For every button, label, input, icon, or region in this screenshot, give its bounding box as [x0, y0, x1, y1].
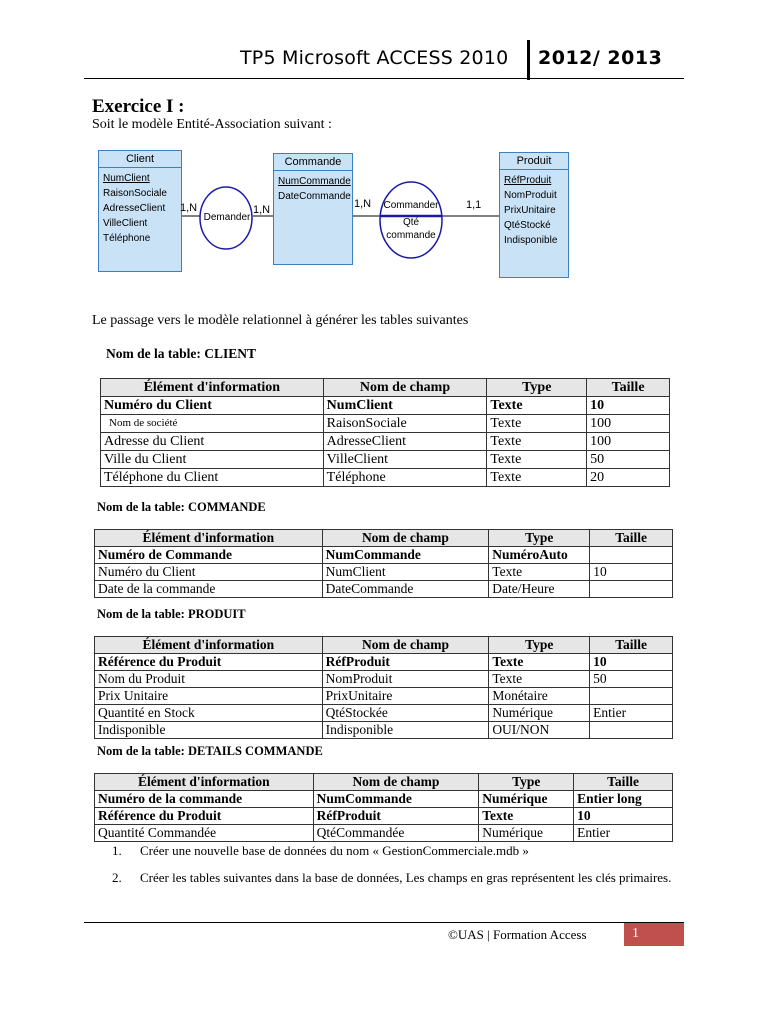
table-title-name: DETAILS COMMANDE: [187, 744, 323, 758]
produit-field: NomProduit: [504, 190, 557, 201]
table-cell: Nom du Produit: [95, 671, 323, 688]
column-header: Nom de champ: [322, 637, 489, 654]
table-cell: QtéStockée: [322, 705, 489, 722]
produit-field: PrixUnitaire: [504, 205, 556, 216]
table-cell: [590, 688, 673, 705]
header-separator: [527, 40, 530, 80]
table-title-prefix: Nom de la table:: [97, 500, 188, 514]
table-cell: OUI/NON: [489, 722, 590, 739]
table-header-row: [95, 637, 673, 654]
column-header: Nom de champ: [313, 774, 479, 791]
column-header: Type: [489, 530, 590, 547]
cardinality-label: 1,N: [253, 204, 271, 216]
table-cell: Numérique: [479, 791, 574, 808]
table-row: [95, 791, 673, 808]
table-cell: Référence du Produit: [95, 654, 323, 671]
table-cell: Entier long: [574, 791, 673, 808]
table-cell: Numéro de Commande: [95, 547, 323, 564]
entity-produit: [499, 152, 569, 278]
table-title-name: CLIENT: [204, 346, 257, 361]
table-title: [106, 346, 256, 362]
question-list: [112, 838, 682, 890]
column-header: Type: [487, 379, 587, 397]
academic-year: 2012/ 2013: [538, 47, 663, 69]
table-cell: Indisponible: [322, 722, 489, 739]
footer-text: ©UAS | Formation Access: [448, 927, 587, 942]
association-attribute: Qté: [402, 217, 420, 228]
list-number: 1.: [112, 843, 122, 858]
table-row: [101, 433, 670, 451]
table-cell: Numérique: [489, 705, 590, 722]
column-header: Type: [489, 637, 590, 654]
er-diagram: [92, 145, 592, 280]
entity-commande: [273, 153, 353, 265]
table-row: [101, 469, 670, 487]
client-field: VilleClient: [103, 218, 148, 229]
header-rule: [84, 78, 684, 79]
table-cell: VilleClient: [323, 451, 487, 469]
table-cell: Quantité Commandée: [95, 825, 314, 842]
table-row: [95, 808, 673, 825]
client-field: Téléphone: [103, 233, 151, 244]
column-header: Élément d'information: [95, 637, 323, 654]
table-cell: NomProduit: [322, 671, 489, 688]
table-cell: 10: [574, 808, 673, 825]
association-attribute: commande: [386, 230, 436, 241]
table-cell: RéfProduit: [322, 654, 489, 671]
commande-table: [94, 529, 673, 598]
table-title: [97, 744, 323, 759]
exercise-title: Exercice I :: [92, 96, 185, 117]
column-header: Type: [479, 774, 574, 791]
list-item: [112, 838, 682, 863]
table-cell: NumClient: [323, 397, 487, 415]
table-title-prefix: Nom de la table:: [106, 346, 205, 361]
column-header: Élément d'information: [95, 530, 323, 547]
column-header: Taille: [587, 379, 670, 397]
table-header-row: [95, 530, 673, 547]
exercise-intro: Soit le modèle Entité-Association suivant :: [92, 117, 332, 132]
table-cell: Référence du Produit: [95, 808, 314, 825]
table-cell: QtéCommandée: [313, 825, 479, 842]
list-number: 2.: [112, 870, 122, 885]
table-cell: Texte: [487, 397, 587, 415]
document-title: TP5 Microsoft ACCESS 2010: [240, 47, 509, 69]
table-cell: Numérique: [479, 825, 574, 842]
table-row: [95, 581, 673, 598]
table-cell: NumCommande: [313, 791, 479, 808]
table-cell: Adresse du Client: [101, 433, 324, 451]
table-cell: 10: [590, 564, 673, 581]
entity-produit-title: Produit: [500, 153, 568, 170]
table-cell: Texte: [489, 564, 590, 581]
table-row: [95, 705, 673, 722]
commande-field: NumCommande: [278, 176, 351, 187]
table-cell: NumCommande: [322, 547, 489, 564]
table-row: [95, 564, 673, 581]
table-row: [101, 451, 670, 469]
entity-client-title: Client: [99, 151, 181, 168]
column-header: Élément d'information: [101, 379, 324, 397]
table-cell: Numéro du Client: [101, 397, 324, 415]
produit-table: [94, 636, 673, 739]
commande-field: DateCommande: [278, 191, 351, 202]
table-cell: Monétaire: [489, 688, 590, 705]
column-header: Nom de champ: [322, 530, 489, 547]
table-cell: 10: [587, 397, 670, 415]
table-row: [95, 722, 673, 739]
table-cell: Texte: [487, 451, 587, 469]
table-cell: Texte: [487, 433, 587, 451]
table-cell: Ville du Client: [101, 451, 324, 469]
table-cell: Téléphone du Client: [101, 469, 324, 487]
table-cell: [590, 547, 673, 564]
table-cell: Numéro de la commande: [95, 791, 314, 808]
table-cell: Texte: [479, 808, 574, 825]
table-cell: [590, 722, 673, 739]
table-cell: Entier: [590, 705, 673, 722]
column-header: Taille: [590, 530, 673, 547]
table-cell: NuméroAuto: [489, 547, 590, 564]
footer-rule: [84, 922, 684, 923]
cardinality-label: 1,N: [354, 198, 372, 210]
column-header: Élément d'information: [95, 774, 314, 791]
table-title-prefix: Nom de la table:: [97, 607, 188, 621]
produit-field: RéfProduit: [504, 175, 552, 186]
produit-field: QtéStocké: [504, 220, 551, 231]
table-cell: Date de la commande: [95, 581, 323, 598]
table-row: [95, 688, 673, 705]
client-field: AdresseClient: [103, 203, 166, 214]
table-cell: Texte: [489, 671, 590, 688]
list-text: Créer les tables suivantes dans la base de données, Les champs en gras représentent les clés primaires.: [140, 870, 672, 885]
cardinality-label: 1,1: [466, 199, 482, 211]
table-header-row: [101, 379, 670, 397]
table-cell: 100: [587, 415, 670, 433]
table-title-prefix: Nom de la table:: [97, 744, 188, 758]
relational-intro: Le passage vers le modèle relationnel à générer les tables suivantes: [92, 313, 469, 328]
table-row: [101, 397, 670, 415]
table-cell: Texte: [487, 469, 587, 487]
client-field: NumClient: [103, 173, 150, 184]
entity-client: [98, 150, 182, 272]
table-cell: Indisponible: [95, 722, 323, 739]
table-cell: Entier: [574, 825, 673, 842]
table-cell: PrixUnitaire: [322, 688, 489, 705]
page-number: 1: [632, 926, 639, 941]
table-cell: 20: [587, 469, 670, 487]
table-cell: Prix Unitaire: [95, 688, 323, 705]
table-cell: NumClient: [322, 564, 489, 581]
client-table: [100, 378, 670, 487]
table-cell: 10: [590, 654, 673, 671]
table-row: [95, 671, 673, 688]
column-header: Nom de champ: [323, 379, 487, 397]
details-commande-table: [94, 773, 673, 842]
table-title: [97, 607, 246, 622]
table-title: [97, 500, 266, 515]
table-cell: Texte: [487, 415, 587, 433]
table-row: [95, 654, 673, 671]
table-cell: DateCommande: [322, 581, 489, 598]
table-cell: AdresseClient: [323, 433, 487, 451]
table-row: [95, 547, 673, 564]
list-text: Créer une nouvelle base de données du nom « GestionCommerciale.mdb »: [140, 843, 529, 858]
cardinality-label: 1,N: [180, 202, 198, 214]
page-number-box: [624, 923, 684, 946]
table-title-name: PRODUIT: [187, 607, 246, 621]
table-cell: 100: [587, 433, 670, 451]
table-cell: Nom de société: [101, 415, 324, 433]
association-commander: Commander: [383, 200, 439, 211]
table-cell: Téléphone: [323, 469, 487, 487]
table-cell: Numéro du Client: [95, 564, 323, 581]
table-cell: Texte: [489, 654, 590, 671]
table-cell: Date/Heure: [489, 581, 590, 598]
produit-field: Indisponible: [504, 235, 558, 246]
table-header-row: [95, 774, 673, 791]
table-cell: RaisonSociale: [323, 415, 487, 433]
association-demander: Demander: [203, 212, 251, 223]
list-item: [112, 865, 682, 890]
column-header: Taille: [590, 637, 673, 654]
table-row: [101, 415, 670, 433]
table-cell: 50: [590, 671, 673, 688]
table-title-name: COMMANDE: [187, 500, 266, 514]
column-header: Taille: [574, 774, 673, 791]
table-cell: RéfProduit: [313, 808, 479, 825]
table-cell: [590, 581, 673, 598]
table-cell: Quantité en Stock: [95, 705, 323, 722]
table-cell: 50: [587, 451, 670, 469]
entity-commande-title: Commande: [274, 154, 352, 171]
client-field: RaisonSociale: [103, 188, 167, 199]
